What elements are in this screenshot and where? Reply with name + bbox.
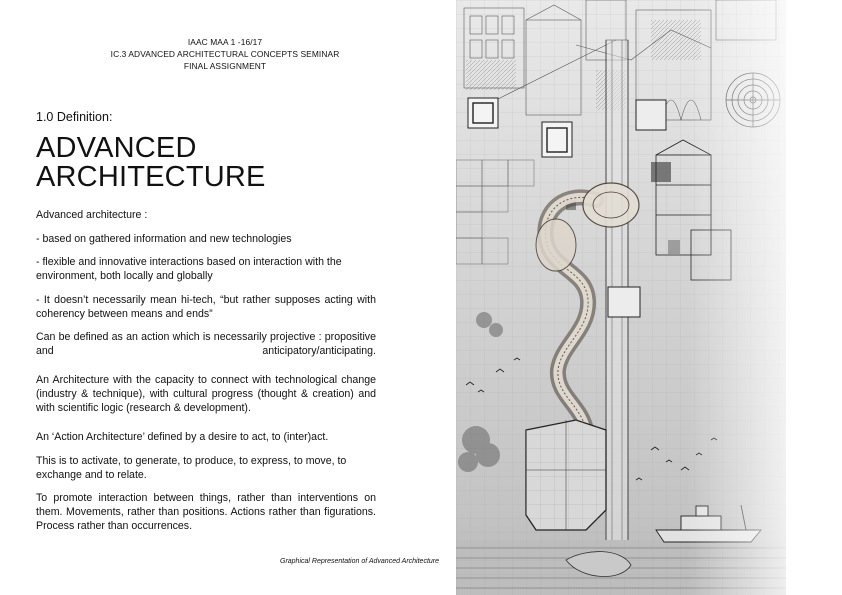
header-line-program: IAAC MAA 1 -16/17 — [187, 37, 263, 47]
main-title — [36, 134, 266, 192]
main-title-line-2: ARCHITECTURE — [36, 161, 266, 193]
paragraph-intro: Advanced architecture : — [36, 209, 148, 221]
section-label: 1.0 Definition: — [36, 110, 113, 124]
document-header — [80, 36, 370, 72]
paragraph-bullet-hitech: - It doesn’t necessarily mean hi-tech, “but rather supposes acting with coherency between means and ends” — [36, 293, 376, 320]
paragraph-capacity: An Architecture with the capacity to connect with technological change (industry & technique), with cultural progress (thought & creation) and with scientific logic (research & development). — [36, 374, 376, 414]
body-text — [36, 208, 376, 543]
paragraph-action-architecture: An ‘Action Architecture’ defined by a desire to act, to (inter)act. — [36, 431, 329, 443]
paragraph-bullet-information: - based on gathered information and new technologies — [36, 232, 292, 245]
architecture-collage-image — [456, 0, 786, 595]
header-line-assignment: FINAL ASSIGNMENT — [183, 61, 267, 71]
paragraph-bullet-interactions: - flexible and innovative interactions based on interaction with the environment, both locally and globally — [36, 256, 342, 282]
paragraph-definition: Can be defined as an action which is necessarily projective : propositive and anticipatory/anticipating. — [36, 331, 376, 357]
figure-caption: Graphical Representation of Advanced Architecture — [280, 558, 440, 565]
main-title-line-1: ADVANCED — [36, 132, 197, 164]
header-line-seminar: IC.3 ADVANCED ARCHITECTURAL CONCEPTS SEMINAR — [110, 49, 340, 59]
paragraph-activate: This is to activate, to generate, to produce, to express, to move, to exchange and to relate. — [36, 454, 347, 481]
paragraph-interaction: To promote interaction between things, rather than interventions on them. Movements, rather than positions. Actions rather than figurations. Process rather than occurrences. — [36, 492, 376, 532]
